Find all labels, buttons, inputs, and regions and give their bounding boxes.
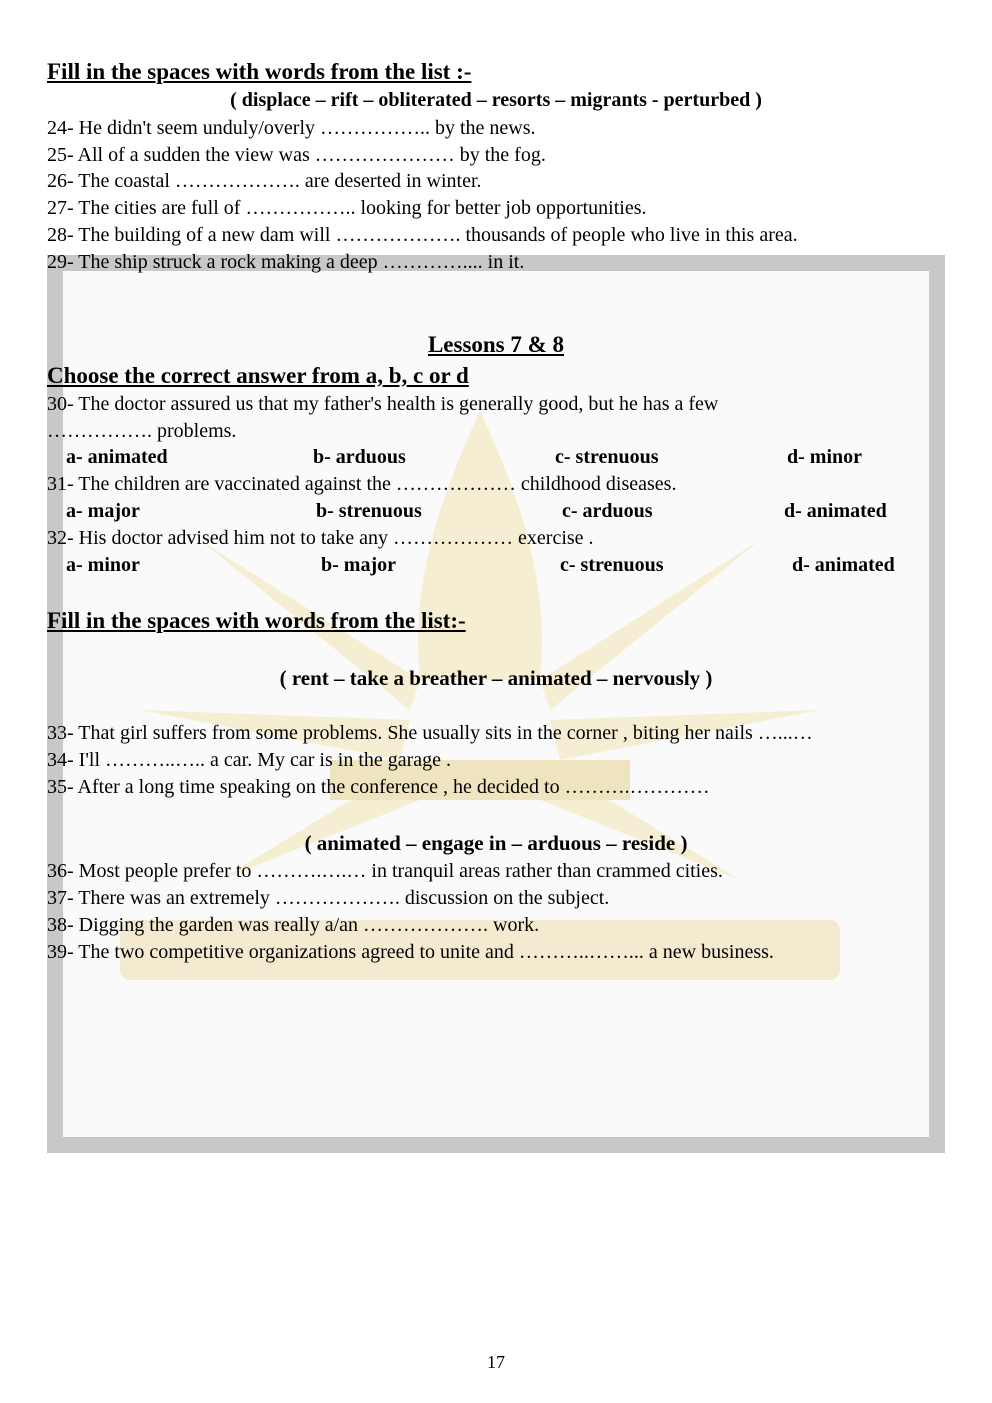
question-25: 25- All of a sudden the view was ………………… by the fog.: [47, 144, 546, 166]
q32-option-c: c- strenuous: [560, 554, 664, 576]
question-26: 26- The coastal ………………. are deserted in winter.: [47, 170, 482, 192]
q30-option-c: c- strenuous: [555, 446, 659, 468]
question-34: 34- I'll ………..….. a car. My car is in the garage .: [47, 749, 452, 771]
section1-heading: Fill in the spaces with words from the list :-: [47, 59, 472, 84]
question-36: 36- Most people prefer to ……….….… in tranquil areas rather than crammed cities.: [47, 860, 723, 882]
lessons-title: Lessons 7 & 8: [427, 332, 565, 357]
q32-option-a: a- minor: [66, 554, 140, 576]
page-number: 17: [487, 1352, 505, 1372]
question-38: 38- Digging the garden was really a/an ………………. work.: [47, 914, 540, 936]
question-28: 28- The building of a new dam will ………………. thousands of people who live in this area.: [47, 224, 798, 246]
question-33: 33- That girl suffers from some problems. She usually sits in the corner , biting her nails …...…: [47, 722, 813, 744]
q31-option-c: c- arduous: [562, 500, 653, 522]
q30-option-b: b- arduous: [313, 446, 406, 468]
q31-option-d: d- animated: [784, 500, 887, 522]
question-37: 37- There was an extremely ………………. discussion on the subject.: [47, 887, 610, 909]
q30-option-a: a- animated: [66, 446, 168, 468]
question-27: 27- The cities are full of …………….. looking for better job opportunities.: [47, 197, 647, 219]
section3-heading: Fill in the spaces with words from the list:-: [47, 608, 466, 633]
section2-heading: Choose the correct answer from a, b, c or d: [47, 363, 469, 388]
section3-word-list-2: ( animated – engage in – arduous – reside ): [304, 831, 688, 855]
q32-option-d: d- animated: [792, 554, 895, 576]
question-31-line1: 31- The children are vaccinated against the ……………… childhood diseases.: [47, 473, 677, 495]
section3-word-list-1: ( rent – take a breather – animated – nervously ): [279, 666, 713, 690]
q30-option-d: d- minor: [787, 446, 862, 468]
question-30-line1: 30- The doctor assured us that my father's health is generally good, but he has a few: [47, 393, 719, 415]
q31-option-a: a- major: [66, 500, 140, 522]
question-30-line2: ……………. problems.: [47, 420, 237, 442]
question-39: 39- The two competitive organizations agreed to unite and ………..……... a new business.: [47, 941, 774, 963]
q31-option-b: b- strenuous: [316, 500, 422, 522]
question-32-line1: 32- His doctor advised him not to take any ……………… exercise .: [47, 527, 594, 549]
question-24: 24- He didn't seem unduly/overly …………….. by the news.: [47, 117, 536, 139]
question-35: 35- After a long time speaking on the conference , he decided to ……….…………: [47, 776, 710, 798]
section1-word-list: ( displace – rift – obliterated – resorts – migrants - perturbed ): [230, 89, 762, 111]
question-29: 29- The ship struck a rock making a deep ………….... in it.: [47, 251, 525, 273]
q32-option-b: b- major: [321, 554, 396, 576]
